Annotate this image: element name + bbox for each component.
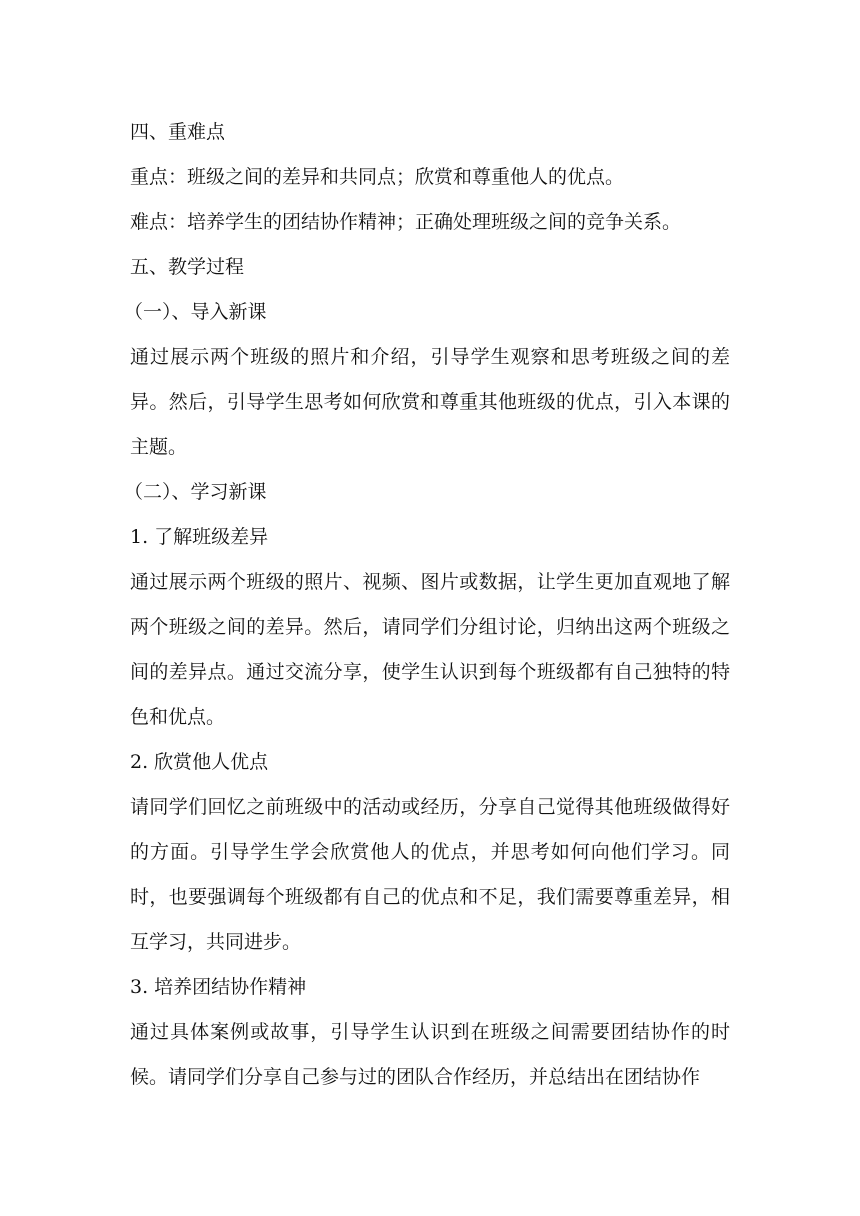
document-body xyxy=(124,110,730,1100)
subheading-learn-new-lesson: （二）、学习新课 xyxy=(124,481,267,503)
item-understand-class-differences: 1. 了解班级差异 xyxy=(130,526,269,548)
item-teamwork-spirit: 3. 培养团结协作精神 xyxy=(130,976,307,998)
difficult-points-text: 难点：培养学生的团结协作精神；正确处理班级之间的竞争关系。 xyxy=(130,211,682,233)
key-points-text: 重点：班级之间的差异和共同点；欣赏和尊重他人的优点。 xyxy=(130,166,625,188)
heading-key-and-difficult-points: 四、重难点 xyxy=(130,121,226,143)
heading-teaching-process: 五、教学过程 xyxy=(130,256,245,278)
subheading-introduce-lesson: （一）、导入新课 xyxy=(124,301,267,323)
paragraph-teamwork: 通过具体案例或故事，引导学生认识到在班级之间需要团结协作的时候。请同学们分享自己参与过的团队合作经历，并总结出在团结协作 xyxy=(130,1021,730,1088)
paragraph-class-differences: 通过展示两个班级的照片、视频、图片或数据，让学生更加直观地了解两个班级之间的差异。然后，请同学们分组讨论，归纳出这两个班级之间的差异点。通过交流分享，使学生认识到每个班级都有自己独特的特色和优点。 xyxy=(130,571,730,728)
paragraph-introduction: 通过展示两个班级的照片和介绍，引导学生观察和思考班级之间的差异。然后，引导学生思考如何欣赏和尊重其他班级的优点，引入本课的主题。 xyxy=(130,346,730,458)
paragraph-appreciate-others: 请同学们回忆之前班级中的活动或经历，分享自己觉得其他班级做得好的方面。引导学生学会欣赏他人的优点，并思考如何向他们学习。同时，也要强调每个班级都有自己的优点和不足，我们需要尊重差异，相互学习，共同进步。 xyxy=(130,796,730,953)
item-appreciate-others-strengths: 2. 欣赏他人优点 xyxy=(130,751,269,773)
